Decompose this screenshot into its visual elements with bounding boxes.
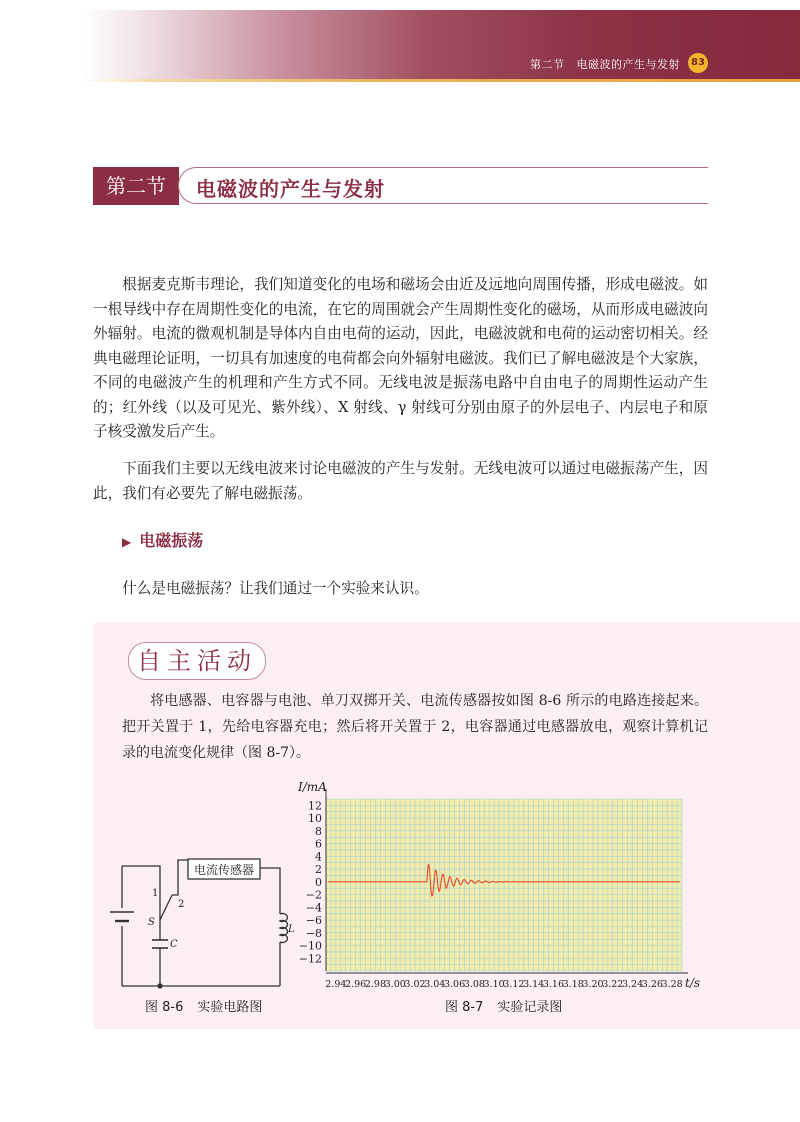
current-chart	[290, 775, 720, 997]
circuit-diagram	[100, 850, 310, 990]
page-number: 83	[688, 53, 708, 73]
chart-x-tick-label: 3.14	[523, 979, 545, 990]
chart-x-tick-label: 3.08	[463, 979, 485, 990]
inductor-label: L	[288, 924, 295, 935]
chart-caption	[445, 996, 562, 1015]
chart-y-tick-label: 0	[315, 875, 322, 889]
switch-contact-2-label: 2	[178, 899, 185, 910]
chart-x-axis-label: t/s	[685, 976, 701, 990]
activity-text: 将电感器、电容器与电池、单刀双掷开关、电流传感器按如图 8-6 所示的电路连接起来。把开关置于 1，先给电容器充电；然后将开关置于 2，电容器通过电感器放电，观察计算机记录的电流变化规律（图 8-7）。	[122, 693, 708, 761]
chart-y-tick-label: 10	[308, 812, 322, 826]
chart-x-tick-label: 3.12	[503, 979, 525, 990]
chart-y-tick-label: 4	[315, 850, 322, 864]
capacitor-label: C	[170, 939, 178, 950]
header-accent-line	[82, 79, 800, 82]
chart-y-axis-label: I/mA	[298, 780, 327, 794]
chart-x-tick-label: 3.24	[621, 979, 644, 990]
chart-x-tick-label: 2.98	[364, 979, 387, 990]
chart-y-tick-label: −12	[298, 952, 322, 966]
subheading	[122, 528, 203, 551]
chart-y-tick-label: −2	[305, 888, 322, 902]
running-header-title: 电磁波的产生与发射	[576, 58, 680, 71]
chart-x-tick-label: 3.00	[384, 979, 406, 990]
triangle-marker-icon: ▶	[122, 535, 132, 549]
chart-caption-text: 实验记录图	[497, 1000, 563, 1015]
section-tag: 第二节	[93, 167, 179, 205]
paragraph-2: 下面我们主要以无线电波来讨论电磁波的产生与发射。无线电波可以通过电磁振荡产生，因此，我们有必要先了解电磁振荡。	[93, 460, 708, 502]
junction-dot	[157, 983, 162, 988]
chart-x-tick-label: 3.06	[443, 979, 466, 990]
chart-x-tick-label: 3.10	[483, 979, 505, 990]
chart-x-tick-label: 3.04	[424, 979, 446, 990]
running-header-section: 第二节	[530, 58, 565, 71]
current-sensor-label: 电流传感器	[193, 863, 255, 877]
subheading-text: 电磁振荡	[139, 531, 204, 550]
chart-y-tick-label: −6	[305, 914, 322, 928]
chart-x-tick-label: 3.16	[542, 979, 565, 990]
chart-y-tick-label: 12	[308, 799, 322, 813]
chart-y-tick-label: 2	[315, 863, 322, 877]
chart-x-tick-label: 3.02	[404, 979, 426, 990]
chart-caption-number: 图 8-7	[445, 1000, 484, 1015]
section-title: 电磁波的产生与发射	[196, 177, 385, 201]
chart-y-tick-label: −4	[305, 901, 322, 915]
chart-x-tick-label: 3.26	[641, 979, 663, 990]
switch-label: S	[148, 917, 155, 928]
chart-x-tick-label: 3.28	[661, 979, 683, 990]
activity-title: 自主活动	[128, 642, 266, 680]
chart-x-tick-label: 3.20	[582, 979, 604, 990]
switch-contact-1-label: 1	[152, 888, 159, 899]
circuit-caption-text: 实验电路图	[197, 1000, 263, 1015]
chart-y-tick-label: −10	[298, 939, 322, 953]
chart-x-tick-label: 2.94	[325, 979, 347, 990]
chart-y-tick-label: 8	[315, 824, 322, 838]
chart-x-tick-label: 3.18	[562, 979, 584, 990]
running-header	[530, 56, 680, 72]
chart-x-tick-label: 2.96	[345, 979, 367, 990]
circuit-caption	[145, 996, 262, 1015]
chart-y-tick-label: 6	[315, 837, 322, 851]
chart-y-tick-label: −8	[305, 926, 322, 940]
intro-line: 什么是电磁振荡？让我们通过一个实验来认识。	[122, 580, 429, 597]
chart-x-tick-label: 3.22	[602, 979, 624, 990]
paragraph-1: 根据麦克斯韦理论，我们知道变化的电场和磁场会由近及远地向周围传播，形成电磁波。如一根导线中存在周期性变化的电流，在它的周围就会产生周期性变化的磁场，从而形成电磁波向外辐射。电流的微观机制是导体内自由电荷的运动，因此，电磁波就和电荷的运动密切相关。经典电磁理论证明，一切具有加速度的电荷都会向外辐射电磁波。我们已了解电磁波是个大家族，不同的电磁波产生的机理和产生方式不同。无线电波是振荡电路中自由电子的周期性运动产生的；红外线（以及可见光、紫外线）、X 射线、γ 射线可分别由原子的外层电子、内层电子和原子核受激发后产生。	[93, 276, 708, 440]
circuit-caption-number: 图 8-6	[145, 1000, 184, 1015]
